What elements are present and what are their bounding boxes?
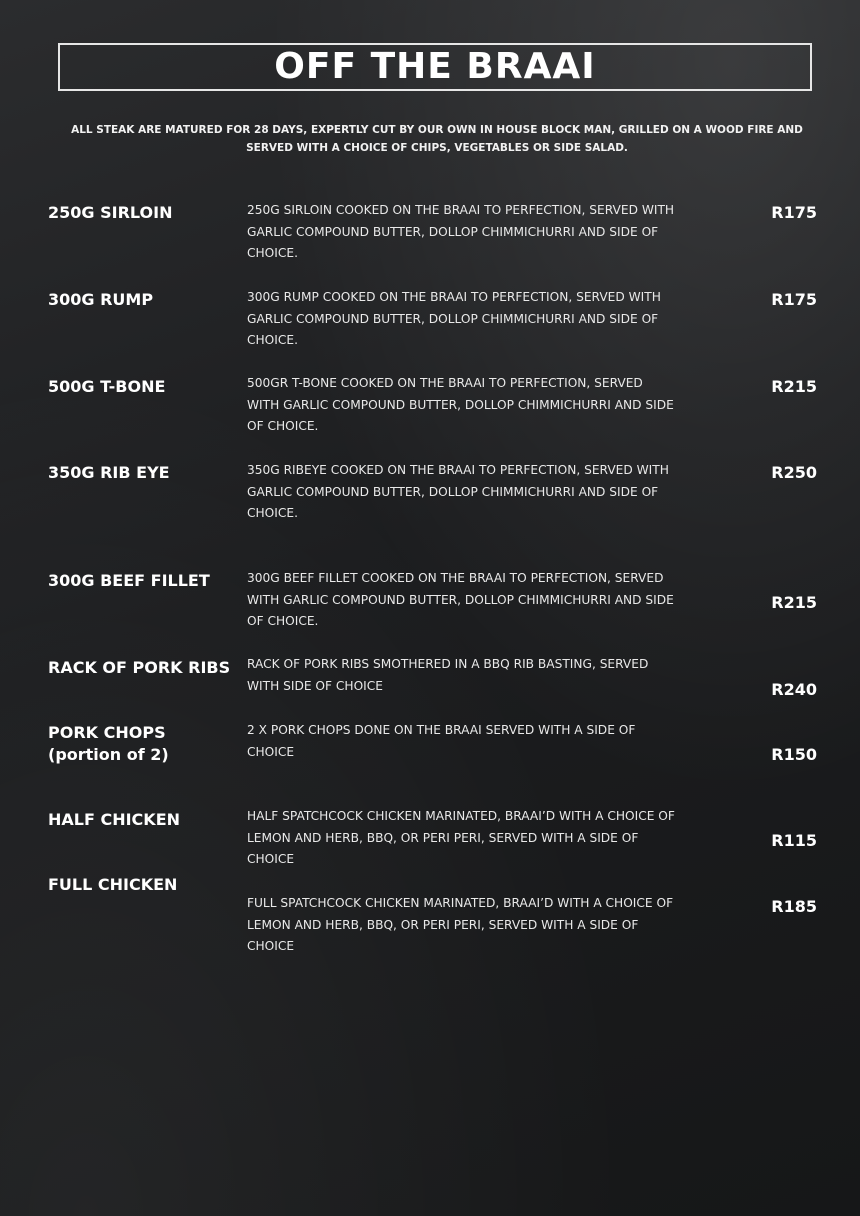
menu-item-name: FULL CHICKEN: [48, 875, 178, 894]
menu-item-price: R150: [771, 745, 817, 764]
menu-item-name: HALF CHICKEN: [48, 810, 181, 829]
menu-item-price: R250: [771, 463, 817, 482]
menu-item-description: 300G BEEF FILLET COOKED ON THE BRAAI TO PERFECTION, SERVED WITH GARLIC COMPOUND BUTTER, DOLLOP CHIMMICHURRI AND SIDE OF CHOICE.: [247, 571, 674, 629]
menu-item-price: R175: [771, 290, 817, 309]
menu-item-description: 500GR T-BONE COOKED ON THE BRAAI TO PERFECTION, SERVED WITH GARLIC COMPOUND BUTTER, DOLLOP CHIMMICHURRI AND SIDE OF CHOICE.: [247, 376, 674, 434]
menu-item-name: 300G BEEF FILLET: [48, 571, 210, 590]
menu-item-description: 350G RIBEYE COOKED ON THE BRAAI TO PERFECTION, SERVED WITH GARLIC COMPOUND BUTTER, DOLLOP CHIMMICHURRI AND SIDE OF CHOICE.: [247, 463, 669, 521]
menu-item-description: RACK OF PORK RIBS SMOTHERED IN A BBQ RIB BASTING, SERVED WITH SIDE OF CHOICE: [247, 657, 649, 693]
page-title: OFF THE BRAAI: [274, 46, 596, 87]
menu-item-price: R215: [771, 593, 817, 612]
menu-item-price: R115: [771, 831, 817, 850]
menu-item-description: 300G RUMP COOKED ON THE BRAAI TO PERFECTION, SERVED WITH GARLIC COMPOUND BUTTER, DOLLOP CHIMMICHURRI AND SIDE OF CHOICE.: [247, 290, 661, 348]
menu-item-price: R215: [771, 377, 817, 396]
menu-item-price: R185: [771, 897, 817, 916]
menu-item-name: RACK OF PORK RIBS: [48, 658, 231, 677]
menu-item-name-sub: (portion of 2): [48, 745, 169, 764]
title-box: [58, 43, 812, 91]
menu-item-description: FULL SPATCHCOCK CHICKEN MARINATED, BRAAI’D WITH A CHOICE OF LEMON AND HERB, BBQ, OR PERI PERI, SERVED WITH A SIDE OF CHOICE: [247, 896, 674, 954]
menu-item-description: HALF SPATCHCOCK CHICKEN MARINATED, BRAAI’D WITH A CHOICE OF LEMON AND HERB, BBQ, OR PERI PERI, SERVED WITH A SIDE OF CHOICE: [247, 809, 675, 867]
menu-item-name: 250G SIRLOIN: [48, 203, 173, 222]
menu-item-name: PORK CHOPS: [48, 723, 166, 742]
menu-item-description: 2 X PORK CHOPS DONE ON THE BRAAI SERVED WITH A SIDE OF CHOICE: [247, 723, 636, 759]
menu-item-price: R175: [771, 203, 817, 222]
menu-item-name: 300G RUMP: [48, 290, 154, 309]
menu-item-description: 250G SIRLOIN COOKED ON THE BRAAI TO PERFECTION, SERVED WITH GARLIC COMPOUND BUTTER, DOLLOP CHIMMICHURRI AND SIDE OF CHOICE.: [247, 203, 675, 261]
menu-item-price: R240: [771, 680, 817, 699]
menu-item-name: 350G RIB EYE: [48, 463, 170, 482]
intro-text: ALL STEAK ARE MATURED FOR 28 DAYS, EXPERTLY CUT BY OUR OWN IN HOUSE BLOCK MAN, GRILLED ON A WOOD FIRE AND SERVED WITH A CHOICE OF CHIPS, VEGETABLES OR SIDE SALAD.: [71, 124, 803, 154]
menu-item-name: 500G T-BONE: [48, 377, 166, 396]
